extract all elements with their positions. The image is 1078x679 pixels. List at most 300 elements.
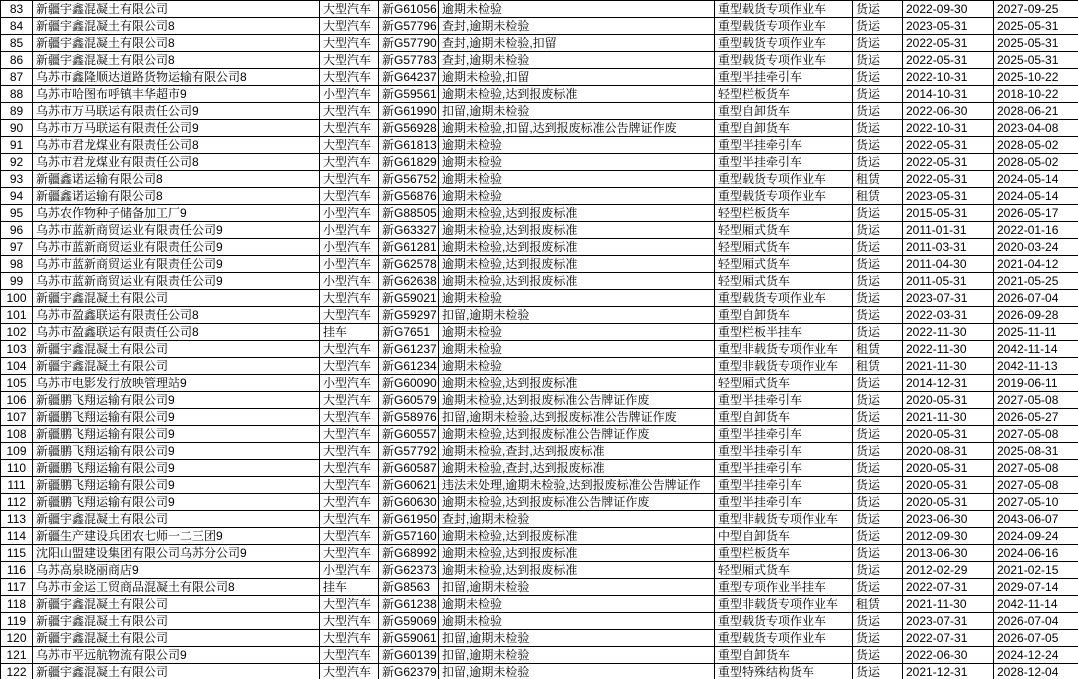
- date-2-cell[interactable]: 2019-06-11: [994, 375, 1078, 392]
- vehicle-class-cell[interactable]: 大型汽车: [320, 307, 379, 324]
- vehicle-class-cell[interactable]: 大型汽车: [320, 528, 379, 545]
- vehicle-type-cell[interactable]: 重型载货专项作业车: [715, 630, 853, 647]
- vehicle-type-cell[interactable]: 重型栏板半挂车: [715, 324, 853, 341]
- vehicle-type-cell[interactable]: 重型自卸货车: [715, 409, 853, 426]
- usage-cell[interactable]: 货运: [853, 18, 903, 35]
- row-number-cell[interactable]: 116: [1, 562, 33, 579]
- owner-cell[interactable]: 乌苏市盈鑫联运有限责任公司8: [33, 307, 320, 324]
- row-number-cell[interactable]: 98: [1, 256, 33, 273]
- plate-number-cell[interactable]: 新G60090: [379, 375, 439, 392]
- status-cell[interactable]: 扣留,逾期未检验: [439, 630, 715, 647]
- date-1-cell[interactable]: 2022-11-30: [903, 324, 994, 341]
- owner-cell[interactable]: 乌苏市蓝新商贸运业有限责任公司9: [33, 273, 320, 290]
- row-number-cell[interactable]: 108: [1, 426, 33, 443]
- usage-cell[interactable]: 货运: [853, 477, 903, 494]
- usage-cell[interactable]: 租赁: [853, 171, 903, 188]
- status-cell[interactable]: 查封,逾期未检验,扣留: [439, 35, 715, 52]
- row-number-cell[interactable]: 114: [1, 528, 33, 545]
- usage-cell[interactable]: 货运: [853, 324, 903, 341]
- owner-cell[interactable]: 新疆鹏飞翔运输有限公司9: [33, 443, 320, 460]
- date-1-cell[interactable]: 2020-05-31: [903, 477, 994, 494]
- vehicle-class-cell[interactable]: 大型汽车: [320, 596, 379, 613]
- vehicle-type-cell[interactable]: 重型载货专项作业车: [715, 290, 853, 307]
- date-1-cell[interactable]: 2022-03-31: [903, 307, 994, 324]
- plate-number-cell[interactable]: 新G59069: [379, 613, 439, 630]
- plate-number-cell[interactable]: 新G60587: [379, 460, 439, 477]
- date-1-cell[interactable]: 2011-03-31: [903, 239, 994, 256]
- vehicle-class-cell[interactable]: 大型汽车: [320, 35, 379, 52]
- date-2-cell[interactable]: 2029-07-14: [994, 579, 1078, 596]
- vehicle-class-cell[interactable]: 大型汽车: [320, 137, 379, 154]
- vehicle-type-cell[interactable]: 重型半挂牵引车: [715, 154, 853, 171]
- status-cell[interactable]: 逾期未检验: [439, 358, 715, 375]
- status-cell[interactable]: 扣留,逾期未检验,达到报废标准公告牌证作废: [439, 409, 715, 426]
- plate-number-cell[interactable]: 新G59021: [379, 290, 439, 307]
- date-2-cell[interactable]: 2025-08-31: [994, 443, 1078, 460]
- status-cell[interactable]: 违法未处理,逾期未检验,达到报废标准公告牌证作: [439, 477, 715, 494]
- date-1-cell[interactable]: 2020-05-31: [903, 460, 994, 477]
- vehicle-class-cell[interactable]: 大型汽车: [320, 647, 379, 664]
- usage-cell[interactable]: 货运: [853, 647, 903, 664]
- date-2-cell[interactable]: 2027-05-10: [994, 494, 1078, 511]
- row-number-cell[interactable]: 117: [1, 579, 33, 596]
- date-1-cell[interactable]: 2023-07-31: [903, 290, 994, 307]
- date-2-cell[interactable]: 2025-05-31: [994, 35, 1078, 52]
- date-1-cell[interactable]: 2022-11-30: [903, 341, 994, 358]
- vehicle-type-cell[interactable]: 重型半挂牵引车: [715, 494, 853, 511]
- usage-cell[interactable]: 租赁: [853, 596, 903, 613]
- usage-cell[interactable]: 货运: [853, 273, 903, 290]
- row-number-cell[interactable]: 83: [1, 1, 33, 18]
- date-1-cell[interactable]: 2021-11-30: [903, 358, 994, 375]
- plate-number-cell[interactable]: 新G57792: [379, 443, 439, 460]
- date-2-cell[interactable]: 2026-05-27: [994, 409, 1078, 426]
- vehicle-class-cell[interactable]: 大型汽车: [320, 341, 379, 358]
- vehicle-class-cell[interactable]: 大型汽车: [320, 290, 379, 307]
- plate-number-cell[interactable]: 新G56752: [379, 171, 439, 188]
- vehicle-class-cell[interactable]: 大型汽车: [320, 545, 379, 562]
- owner-cell[interactable]: 新疆鹏飞翔运输有限公司9: [33, 392, 320, 409]
- status-cell[interactable]: 扣留,逾期未检验: [439, 103, 715, 120]
- row-number-cell[interactable]: 118: [1, 596, 33, 613]
- date-1-cell[interactable]: 2021-11-30: [903, 596, 994, 613]
- row-number-cell[interactable]: 92: [1, 154, 33, 171]
- date-1-cell[interactable]: 2023-05-31: [903, 188, 994, 205]
- row-number-cell[interactable]: 104: [1, 358, 33, 375]
- vehicle-type-cell[interactable]: 重型载货专项作业车: [715, 188, 853, 205]
- vehicle-type-cell[interactable]: 中型自卸货车: [715, 528, 853, 545]
- date-1-cell[interactable]: 2022-05-31: [903, 171, 994, 188]
- vehicle-type-cell[interactable]: 重型载货专项作业车: [715, 52, 853, 69]
- date-2-cell[interactable]: 2025-11-11: [994, 324, 1078, 341]
- owner-cell[interactable]: 乌苏市哈图布呼镇丰华超市9: [33, 86, 320, 103]
- plate-number-cell[interactable]: 新G62638: [379, 273, 439, 290]
- usage-cell[interactable]: 货运: [853, 86, 903, 103]
- owner-cell[interactable]: 乌苏市蓝新商贸运业有限责任公司9: [33, 222, 320, 239]
- vehicle-type-cell[interactable]: 重型自卸货车: [715, 647, 853, 664]
- vehicle-type-cell[interactable]: 重型半挂牵引车: [715, 392, 853, 409]
- vehicle-type-cell[interactable]: 轻型厢式货车: [715, 375, 853, 392]
- status-cell[interactable]: 逾期未检验: [439, 154, 715, 171]
- row-number-cell[interactable]: 110: [1, 460, 33, 477]
- date-1-cell[interactable]: 2023-05-31: [903, 18, 994, 35]
- vehicle-class-cell[interactable]: 大型汽车: [320, 477, 379, 494]
- date-2-cell[interactable]: 2042-11-14: [994, 596, 1078, 613]
- date-1-cell[interactable]: 2022-06-30: [903, 103, 994, 120]
- date-1-cell[interactable]: 2022-05-31: [903, 154, 994, 171]
- owner-cell[interactable]: 新疆宇鑫混凝土有限公司: [33, 511, 320, 528]
- row-number-cell[interactable]: 106: [1, 392, 33, 409]
- vehicle-class-cell[interactable]: 大型汽车: [320, 392, 379, 409]
- owner-cell[interactable]: 新疆宇鑫混凝土有限公司: [33, 1, 320, 18]
- usage-cell[interactable]: 货运: [853, 409, 903, 426]
- plate-number-cell[interactable]: 新G58976: [379, 409, 439, 426]
- date-2-cell[interactable]: 2022-01-16: [994, 222, 1078, 239]
- row-number-cell[interactable]: 109: [1, 443, 33, 460]
- date-2-cell[interactable]: 2026-05-17: [994, 205, 1078, 222]
- vehicle-class-cell[interactable]: 大型汽车: [320, 409, 379, 426]
- row-number-cell[interactable]: 87: [1, 69, 33, 86]
- vehicle-type-cell[interactable]: 重型载货专项作业车: [715, 35, 853, 52]
- vehicle-class-cell[interactable]: 小型汽车: [320, 222, 379, 239]
- vehicle-type-cell[interactable]: 重型栏板货车: [715, 545, 853, 562]
- usage-cell[interactable]: 货运: [853, 103, 903, 120]
- vehicle-class-cell[interactable]: 小型汽车: [320, 239, 379, 256]
- owner-cell[interactable]: 新疆宇鑫混凝土有限公司8: [33, 18, 320, 35]
- owner-cell[interactable]: 沈阳山盟建设集团有限公司乌苏分公司9: [33, 545, 320, 562]
- status-cell[interactable]: 逾期未检验,达到报废标准: [439, 222, 715, 239]
- vehicle-type-cell[interactable]: 重型半挂牵引车: [715, 477, 853, 494]
- plate-number-cell[interactable]: 新G60621: [379, 477, 439, 494]
- owner-cell[interactable]: 乌苏市盈鑫联运有限责任公司8: [33, 324, 320, 341]
- owner-cell[interactable]: 乌苏市蓝新商贸运业有限责任公司9: [33, 239, 320, 256]
- plate-number-cell[interactable]: 新G57160: [379, 528, 439, 545]
- date-1-cell[interactable]: 2022-10-31: [903, 120, 994, 137]
- vehicle-class-cell[interactable]: 大型汽车: [320, 494, 379, 511]
- status-cell[interactable]: 逾期未检验: [439, 324, 715, 341]
- vehicle-class-cell[interactable]: 大型汽车: [320, 154, 379, 171]
- owner-cell[interactable]: 新疆宇鑫混凝土有限公司: [33, 613, 320, 630]
- date-1-cell[interactable]: 2014-12-31: [903, 375, 994, 392]
- owner-cell[interactable]: 新疆宇鑫混凝土有限公司: [33, 341, 320, 358]
- date-2-cell[interactable]: 2026-09-28: [994, 307, 1078, 324]
- status-cell[interactable]: 逾期未检验,达到报废标准公告牌证作废: [439, 426, 715, 443]
- status-cell[interactable]: 逾期未检验,达到报废标准: [439, 273, 715, 290]
- status-cell[interactable]: 逾期未检验,扣留,达到报废标准公告牌证作废: [439, 120, 715, 137]
- vehicle-class-cell[interactable]: 小型汽车: [320, 375, 379, 392]
- status-cell[interactable]: 逾期未检验: [439, 188, 715, 205]
- vehicle-class-cell[interactable]: 大型汽车: [320, 120, 379, 137]
- owner-cell[interactable]: 乌苏农作物种子储备加工厂9: [33, 205, 320, 222]
- owner-cell[interactable]: 乌苏市蓝新商贸运业有限责任公司9: [33, 256, 320, 273]
- vehicle-type-cell[interactable]: 重型载货专项作业车: [715, 1, 853, 18]
- vehicle-class-cell[interactable]: 大型汽车: [320, 188, 379, 205]
- usage-cell[interactable]: 货运: [853, 35, 903, 52]
- vehicle-type-cell[interactable]: 轻型厢式货车: [715, 222, 853, 239]
- usage-cell[interactable]: 货运: [853, 630, 903, 647]
- plate-number-cell[interactable]: 新G59297: [379, 307, 439, 324]
- vehicle-type-cell[interactable]: 重型自卸货车: [715, 103, 853, 120]
- plate-number-cell[interactable]: 新G61829: [379, 154, 439, 171]
- vehicle-class-cell[interactable]: 大型汽车: [320, 613, 379, 630]
- plate-number-cell[interactable]: 新G62578: [379, 256, 439, 273]
- usage-cell[interactable]: 货运: [853, 120, 903, 137]
- status-cell[interactable]: 逾期未检验: [439, 1, 715, 18]
- usage-cell[interactable]: 货运: [853, 664, 903, 679]
- date-1-cell[interactable]: 2021-11-30: [903, 409, 994, 426]
- row-number-cell[interactable]: 99: [1, 273, 33, 290]
- owner-cell[interactable]: 新疆鹏飞翔运输有限公司9: [33, 426, 320, 443]
- owner-cell[interactable]: 新疆生产建设兵团农七师一二三团9: [33, 528, 320, 545]
- status-cell[interactable]: 逾期未检验,扣留: [439, 69, 715, 86]
- plate-number-cell[interactable]: 新G68992: [379, 545, 439, 562]
- date-1-cell[interactable]: 2022-05-31: [903, 35, 994, 52]
- usage-cell[interactable]: 货运: [853, 613, 903, 630]
- owner-cell[interactable]: 新疆鹏飞翔运输有限公司9: [33, 460, 320, 477]
- owner-cell[interactable]: 新疆宇鑫混凝土有限公司: [33, 630, 320, 647]
- date-1-cell[interactable]: 2015-05-31: [903, 205, 994, 222]
- status-cell[interactable]: 逾期未检验,达到报废标准: [439, 256, 715, 273]
- date-1-cell[interactable]: 2012-02-29: [903, 562, 994, 579]
- usage-cell[interactable]: 货运: [853, 426, 903, 443]
- date-1-cell[interactable]: 2020-05-31: [903, 494, 994, 511]
- vehicle-class-cell[interactable]: 小型汽车: [320, 86, 379, 103]
- usage-cell[interactable]: 货运: [853, 52, 903, 69]
- date-2-cell[interactable]: 2027-09-25: [994, 1, 1078, 18]
- date-1-cell[interactable]: 2022-10-31: [903, 69, 994, 86]
- plate-number-cell[interactable]: 新G57796: [379, 18, 439, 35]
- row-number-cell[interactable]: 112: [1, 494, 33, 511]
- vehicle-class-cell[interactable]: 大型汽车: [320, 443, 379, 460]
- date-2-cell[interactable]: 2028-05-02: [994, 137, 1078, 154]
- usage-cell[interactable]: 货运: [853, 239, 903, 256]
- plate-number-cell[interactable]: 新G60557: [379, 426, 439, 443]
- date-1-cell[interactable]: 2023-07-31: [903, 613, 994, 630]
- date-2-cell[interactable]: 2021-05-25: [994, 273, 1078, 290]
- vehicle-class-cell[interactable]: 大型汽车: [320, 18, 379, 35]
- status-cell[interactable]: 逾期未检验,达到报废标准: [439, 562, 715, 579]
- vehicle-type-cell[interactable]: 轻型厢式货车: [715, 256, 853, 273]
- plate-number-cell[interactable]: 新G61238: [379, 596, 439, 613]
- status-cell[interactable]: 逾期未检验: [439, 596, 715, 613]
- plate-number-cell[interactable]: 新G61237: [379, 341, 439, 358]
- status-cell[interactable]: 逾期未检验,达到报废标准: [439, 375, 715, 392]
- status-cell[interactable]: 逾期未检验,达到报废标准: [439, 545, 715, 562]
- vehicle-type-cell[interactable]: 重型半挂牵引车: [715, 69, 853, 86]
- usage-cell[interactable]: 货运: [853, 562, 903, 579]
- owner-cell[interactable]: 乌苏市平远航物流有限公司9: [33, 647, 320, 664]
- date-2-cell[interactable]: 2027-05-08: [994, 460, 1078, 477]
- vehicle-class-cell[interactable]: 挂车: [320, 324, 379, 341]
- row-number-cell[interactable]: 107: [1, 409, 33, 426]
- row-number-cell[interactable]: 113: [1, 511, 33, 528]
- date-2-cell[interactable]: 2026-07-04: [994, 613, 1078, 630]
- date-2-cell[interactable]: 2028-05-02: [994, 154, 1078, 171]
- usage-cell[interactable]: 货运: [853, 256, 903, 273]
- owner-cell[interactable]: 新疆鑫诺运输有限公司8: [33, 188, 320, 205]
- vehicle-class-cell[interactable]: 小型汽车: [320, 562, 379, 579]
- vehicle-type-cell[interactable]: 重型专项作业半挂车: [715, 579, 853, 596]
- usage-cell[interactable]: 货运: [853, 460, 903, 477]
- vehicle-type-cell[interactable]: 轻型栏板货车: [715, 86, 853, 103]
- plate-number-cell[interactable]: 新G62379: [379, 664, 439, 679]
- date-1-cell[interactable]: 2022-06-30: [903, 647, 994, 664]
- date-1-cell[interactable]: 2011-05-31: [903, 273, 994, 290]
- date-1-cell[interactable]: 2022-05-31: [903, 137, 994, 154]
- vehicle-class-cell[interactable]: 小型汽车: [320, 205, 379, 222]
- vehicle-type-cell[interactable]: 轻型厢式货车: [715, 273, 853, 290]
- date-1-cell[interactable]: 2022-07-31: [903, 630, 994, 647]
- row-number-cell[interactable]: 100: [1, 290, 33, 307]
- date-1-cell[interactable]: 2012-09-30: [903, 528, 994, 545]
- date-2-cell[interactable]: 2027-05-08: [994, 426, 1078, 443]
- status-cell[interactable]: 查封,逾期未检验: [439, 18, 715, 35]
- owner-cell[interactable]: 新疆宇鑫混凝土有限公司8: [33, 52, 320, 69]
- usage-cell[interactable]: 货运: [853, 205, 903, 222]
- status-cell[interactable]: 查封,逾期未检验: [439, 52, 715, 69]
- plate-number-cell[interactable]: 新G60579: [379, 392, 439, 409]
- date-1-cell[interactable]: 2014-10-31: [903, 86, 994, 103]
- date-2-cell[interactable]: 2024-05-14: [994, 188, 1078, 205]
- status-cell[interactable]: 扣留,逾期未检验: [439, 664, 715, 679]
- status-cell[interactable]: 逾期未检验: [439, 171, 715, 188]
- usage-cell[interactable]: 货运: [853, 511, 903, 528]
- date-1-cell[interactable]: 2013-06-30: [903, 545, 994, 562]
- owner-cell[interactable]: 新疆宇鑫混凝土有限公司8: [33, 35, 320, 52]
- status-cell[interactable]: 扣留,逾期未检验: [439, 647, 715, 664]
- vehicle-class-cell[interactable]: 大型汽车: [320, 358, 379, 375]
- date-2-cell[interactable]: 2021-04-12: [994, 256, 1078, 273]
- status-cell[interactable]: 逾期未检验,达到报废标准: [439, 205, 715, 222]
- owner-cell[interactable]: 乌苏市电影发行放映管理站9: [33, 375, 320, 392]
- vehicle-type-cell[interactable]: 重型非载货专项作业车: [715, 358, 853, 375]
- usage-cell[interactable]: 货运: [853, 222, 903, 239]
- date-2-cell[interactable]: 2024-09-24: [994, 528, 1078, 545]
- usage-cell[interactable]: 货运: [853, 443, 903, 460]
- row-number-cell[interactable]: 91: [1, 137, 33, 154]
- owner-cell[interactable]: 新疆宇鑫混凝土有限公司: [33, 664, 320, 679]
- row-number-cell[interactable]: 105: [1, 375, 33, 392]
- owner-cell[interactable]: 新疆宇鑫混凝土有限公司: [33, 596, 320, 613]
- vehicle-type-cell[interactable]: 重型非载货专项作业车: [715, 341, 853, 358]
- row-number-cell[interactable]: 120: [1, 630, 33, 647]
- date-1-cell[interactable]: 2020-08-31: [903, 443, 994, 460]
- date-2-cell[interactable]: 2026-07-04: [994, 290, 1078, 307]
- row-number-cell[interactable]: 119: [1, 613, 33, 630]
- date-1-cell[interactable]: 2020-05-31: [903, 426, 994, 443]
- date-1-cell[interactable]: 2011-04-30: [903, 256, 994, 273]
- date-2-cell[interactable]: 2018-10-22: [994, 86, 1078, 103]
- row-number-cell[interactable]: 115: [1, 545, 33, 562]
- date-2-cell[interactable]: 2025-05-31: [994, 52, 1078, 69]
- row-number-cell[interactable]: 94: [1, 188, 33, 205]
- vehicle-class-cell[interactable]: 大型汽车: [320, 1, 379, 18]
- row-number-cell[interactable]: 85: [1, 35, 33, 52]
- plate-number-cell[interactable]: 新G61990: [379, 103, 439, 120]
- date-2-cell[interactable]: 2023-04-08: [994, 120, 1078, 137]
- date-2-cell[interactable]: 2027-05-08: [994, 477, 1078, 494]
- vehicle-type-cell[interactable]: 重型自卸货车: [715, 120, 853, 137]
- date-1-cell[interactable]: 2020-05-31: [903, 392, 994, 409]
- vehicle-type-cell[interactable]: 轻型厢式货车: [715, 562, 853, 579]
- status-cell[interactable]: 逾期未检验: [439, 341, 715, 358]
- status-cell[interactable]: 扣留,逾期未检验: [439, 307, 715, 324]
- usage-cell[interactable]: 货运: [853, 375, 903, 392]
- vehicle-type-cell[interactable]: 重型载货专项作业车: [715, 613, 853, 630]
- owner-cell[interactable]: 乌苏市万马联运有限责任公司9: [33, 103, 320, 120]
- row-number-cell[interactable]: 90: [1, 120, 33, 137]
- vehicle-type-cell[interactable]: 重型特殊结构货车: [715, 664, 853, 679]
- plate-number-cell[interactable]: 新G57790: [379, 35, 439, 52]
- date-2-cell[interactable]: 2025-05-31: [994, 18, 1078, 35]
- vehicle-class-cell[interactable]: 小型汽车: [320, 273, 379, 290]
- date-2-cell[interactable]: 2024-05-14: [994, 171, 1078, 188]
- plate-number-cell[interactable]: 新G60139: [379, 647, 439, 664]
- owner-cell[interactable]: 新疆鹏飞翔运输有限公司9: [33, 409, 320, 426]
- vehicle-type-cell[interactable]: 重型载货专项作业车: [715, 171, 853, 188]
- vehicle-type-cell[interactable]: 重型半挂牵引车: [715, 137, 853, 154]
- date-2-cell[interactable]: 2042-11-13: [994, 358, 1078, 375]
- vehicle-class-cell[interactable]: 大型汽车: [320, 103, 379, 120]
- plate-number-cell[interactable]: 新G57783: [379, 52, 439, 69]
- vehicle-class-cell[interactable]: 小型汽车: [320, 256, 379, 273]
- plate-number-cell[interactable]: 新G61234: [379, 358, 439, 375]
- status-cell[interactable]: 逾期未检验: [439, 290, 715, 307]
- usage-cell[interactable]: 货运: [853, 494, 903, 511]
- row-number-cell[interactable]: 95: [1, 205, 33, 222]
- row-number-cell[interactable]: 84: [1, 18, 33, 35]
- usage-cell[interactable]: 货运: [853, 579, 903, 596]
- owner-cell[interactable]: 乌苏市君龙煤业有限责任公司8: [33, 137, 320, 154]
- vehicle-class-cell[interactable]: 大型汽车: [320, 69, 379, 86]
- status-cell[interactable]: 逾期未检验,达到报废标准: [439, 239, 715, 256]
- row-number-cell[interactable]: 97: [1, 239, 33, 256]
- row-number-cell[interactable]: 89: [1, 103, 33, 120]
- date-2-cell[interactable]: 2028-12-04: [994, 664, 1078, 679]
- row-number-cell[interactable]: 101: [1, 307, 33, 324]
- vehicle-type-cell[interactable]: 重型非载货专项作业车: [715, 511, 853, 528]
- plate-number-cell[interactable]: 新G61056: [379, 1, 439, 18]
- vehicle-type-cell[interactable]: 重型半挂牵引车: [715, 426, 853, 443]
- date-1-cell[interactable]: 2011-01-31: [903, 222, 994, 239]
- owner-cell[interactable]: 新疆鹏飞翔运输有限公司9: [33, 477, 320, 494]
- plate-number-cell[interactable]: 新G88505: [379, 205, 439, 222]
- vehicle-class-cell[interactable]: 大型汽车: [320, 171, 379, 188]
- date-2-cell[interactable]: 2027-05-08: [994, 392, 1078, 409]
- owner-cell[interactable]: 新疆鑫诺运输有限公司8: [33, 171, 320, 188]
- status-cell[interactable]: 逾期未检验,达到报废标准: [439, 86, 715, 103]
- date-2-cell[interactable]: 2042-11-14: [994, 341, 1078, 358]
- date-1-cell[interactable]: 2022-05-31: [903, 52, 994, 69]
- usage-cell[interactable]: 货运: [853, 137, 903, 154]
- usage-cell[interactable]: 租赁: [853, 358, 903, 375]
- vehicle-type-cell[interactable]: 重型载货专项作业车: [715, 18, 853, 35]
- date-2-cell[interactable]: 2020-03-24: [994, 239, 1078, 256]
- row-number-cell[interactable]: 122: [1, 664, 33, 679]
- plate-number-cell[interactable]: 新G64237: [379, 69, 439, 86]
- row-number-cell[interactable]: 103: [1, 341, 33, 358]
- plate-number-cell[interactable]: 新G61813: [379, 137, 439, 154]
- plate-number-cell[interactable]: 新G59561: [379, 86, 439, 103]
- status-cell[interactable]: 逾期未检验,达到报废标准公告牌证作废: [439, 392, 715, 409]
- plate-number-cell[interactable]: 新G59061: [379, 630, 439, 647]
- status-cell[interactable]: 逾期未检验: [439, 137, 715, 154]
- usage-cell[interactable]: 货运: [853, 290, 903, 307]
- plate-number-cell[interactable]: 新G60630: [379, 494, 439, 511]
- date-1-cell[interactable]: 2021-12-31: [903, 664, 994, 679]
- owner-cell[interactable]: 新疆宇鑫混凝土有限公司: [33, 358, 320, 375]
- row-number-cell[interactable]: 93: [1, 171, 33, 188]
